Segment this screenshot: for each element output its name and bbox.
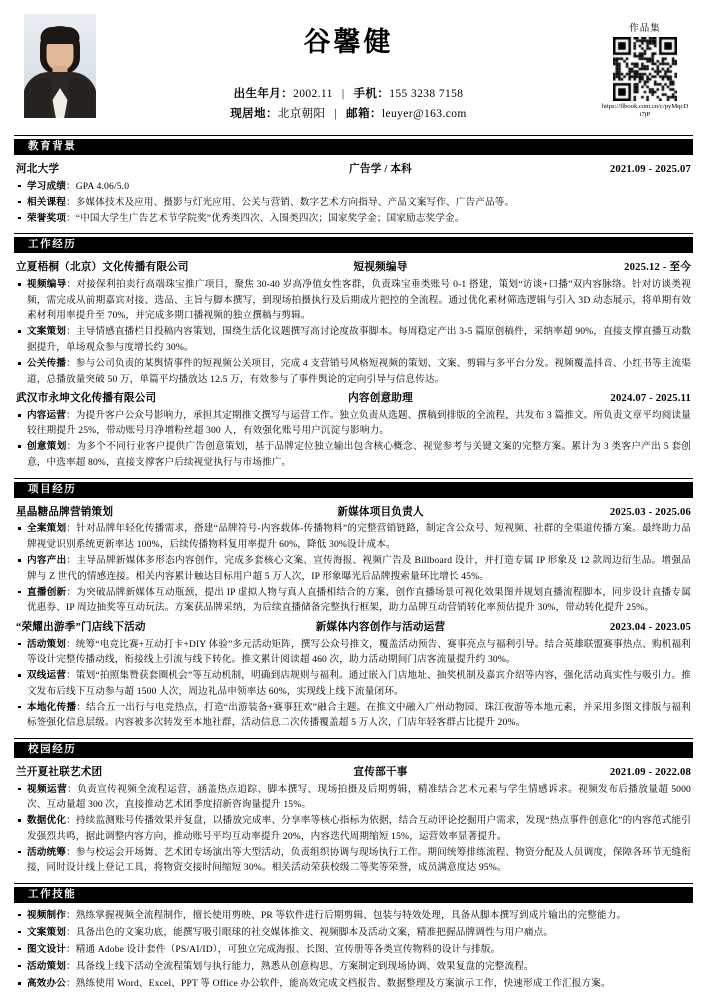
photo-shoulder-right <box>69 78 95 118</box>
photo-shoulder-left <box>25 78 51 118</box>
list-item <box>16 195 691 211</box>
bullet-label: 双线运营 <box>27 670 67 682</box>
section-1 <box>14 135 693 226</box>
entry-date-range: 2023.04 - 2023.05 <box>609 621 691 633</box>
bullet-text: ：统筹“电竞比赛+互动打卡+DIY 体验”多元活动矩阵，撰写公众号推文，覆盖活动预告、赛事亮点与福利引导。结合英雄联盟赛事热点、购机福利等设计完整传播动线，衔接线上引流与线下转化。推文累计阅读超 460 次，助力活动期间门店客流量提升约 30%。 <box>27 638 691 666</box>
entry-header <box>16 160 691 179</box>
profile-photo-wrapper <box>24 14 96 118</box>
section-body <box>14 155 693 226</box>
bullet-text: ：GPA 4.06/5.0 <box>65 180 130 192</box>
bullet-text: ：结合五一出行与电竞热点，打造“出游装备+赛事狂欢”融合主题。在推文中融入广州动物园、珠江夜游等本地元素，并采用多图文排版与福利标签强化信息层级。内容被多次转发至本地社群，活动信息二次传播覆盖超 5 万人次，门店年轻客群占比提升 20%。 <box>27 701 691 729</box>
bullet-label: 高效办公 <box>27 977 66 989</box>
bullet-label: 内容运营 <box>27 409 67 421</box>
bullet-text: ：精通 Adobe 设计套件（PS/AI/ID），可独立完成海报、长图、宣传册等各类宣传物料的设计与排版。 <box>65 943 501 955</box>
bullet-label: 数据优化 <box>27 815 67 827</box>
entry-header <box>16 618 691 637</box>
header-center <box>96 12 601 124</box>
entry-role: 内容创意助理 <box>348 393 413 405</box>
bullet-label: 全案策划 <box>27 523 67 535</box>
bullet-text: ：参与校运会开场舞、艺术团专场演出等大型活动，负责组织协调与现场执行工作。期间统筹排练流程、物资分配及人员调度，保障各环节无缝衔接，同时设计线上登记工具，将物资交接时间缩短 30%。相关活动荣获校级二等奖等荣誉，成员满意度达 95%。 <box>27 846 691 874</box>
experience-entry <box>16 389 691 471</box>
entry-header <box>16 389 691 408</box>
list-item <box>16 211 691 227</box>
entry-date-range: 2025.03 - 2025.06 <box>609 506 691 518</box>
section-divider <box>14 135 693 136</box>
bullet-text: ：主导情感直播栏目投稿内容策划，围绕生活化议题撰写高讨论度故事脚本。每周稳定产出 3-5 篇原创稿件，采纳率超 90%，直接支撑直播互动数据提升，单场观众参与度增长约 30%。 <box>27 326 691 353</box>
section-2 <box>14 233 693 470</box>
bullet-label: 视频编导 <box>27 279 67 291</box>
contact-separator: | <box>341 87 345 100</box>
list-item <box>16 277 691 324</box>
section-body <box>14 903 693 992</box>
resume-header <box>14 0 693 128</box>
bullet-list <box>16 782 691 876</box>
bullet-text: ：针对品牌年轻化传播需求，搭建“品牌符号-内容载体-传播物料”的完整营销链路，制定含公众号、短视频、社群的全渠道传播方案。最终助力品牌视觉识别系统更新率达 100%，后续传播物料复用率提升 60%，降低 30%设计成本。 <box>27 523 691 550</box>
photo-fringe-shape <box>41 27 80 44</box>
qr-code-icon[interactable] <box>613 37 677 101</box>
list-item <box>16 439 691 470</box>
list-item <box>16 908 691 924</box>
entry-organization: 武汉市永坤文化传播有限公司 <box>16 393 157 405</box>
bullet-text: ：为多个不同行业客户提供广告创意策划，基于品牌定位独立输出包含核心概念、视觉参考与关键文案的完整方案。累计为 3 类客户产出 5 套创意，中选率超 80%，直接支撑客户后续视觉执行与市场推广。 <box>27 441 691 469</box>
list-item <box>16 324 691 355</box>
entry-date-range: 2025.12 - 至今 <box>624 262 691 274</box>
bullet-label: 内容产出 <box>27 555 67 566</box>
resume-sections <box>14 135 693 992</box>
list-item <box>16 637 691 668</box>
bullet-list <box>16 637 691 731</box>
section-4 <box>14 738 693 876</box>
avatar <box>24 14 96 118</box>
bullet-text: ：负责宣传视频全流程运营，涵盖热点追踪、脚本撰写、现场拍摄及后期剪辑，精准结合艺术元素与学生情感诉求。视频发布后播放量超 5000 次、互动量超 300 次，直接推动艺术团季度招新咨询量提升 15%。 <box>27 783 691 811</box>
list-item <box>16 668 691 699</box>
section-body <box>14 758 693 876</box>
entry-role: 新媒体内容创作与活动运营 <box>315 621 446 633</box>
bullet-text: ：参与公司负责的某舆情事件的短视频公关项目，完成 4 支营销号风格短视频的策划、文案、剪辑与多平台分发。视频覆盖抖音、小红书等主流渠道，总播放量突破 50 万，单篇平均播放达 12.5 万，有效参与了事件舆论的定向引导与信息传达。 <box>27 357 691 385</box>
bullet-label: 相关课程 <box>27 196 66 208</box>
contact-line-1 <box>96 84 601 104</box>
contact-line-2 <box>96 104 601 124</box>
bullet-label: 视频制作 <box>27 909 66 921</box>
entry-header <box>16 503 691 522</box>
entry-organization: 河北大学 <box>16 163 60 175</box>
entry-date-range: 2021.09 - 2022.08 <box>609 766 691 778</box>
portfolio-label: 作品集 <box>629 24 661 34</box>
section-title: 工作技能 <box>14 887 693 903</box>
list-item <box>16 356 691 387</box>
bullet-text: ：策划“拍照集赞获套圈机会”等互动机制，明确到店规则与福利。通过嵌入门店地址、抽奖机制及嘉宾介绍等内容，强化活动真实性与吸引力。推文发布后线下互动参与超 1500 人次，周边礼品申领率达 60%，实现线上线下流量闭环。 <box>27 670 692 697</box>
bullet-list <box>16 408 691 471</box>
email-label: 邮箱： <box>346 107 382 120</box>
bullet-label: 活动统筹 <box>27 846 67 858</box>
bullet-text: ：“中国大学生广告艺术节学院奖”优秀类四次、入围类四次；国家奖学金；国家励志奖学金。 <box>65 212 465 224</box>
list-item <box>16 976 691 992</box>
list-item <box>16 700 691 731</box>
bullet-text: ：主导品牌新媒体多形态内容创作，完成多套核心文案、宣传海报、视频广告及 Billboard 设计，并打造专属 IP 形象及 12 款周边衍生品。增强品牌与 Z 世代的情感连接。相关内容累计触达目标用户超 5 万人次，IP 形象曝光后品牌搜索量环比增长 45%。 <box>27 555 691 582</box>
section-divider <box>14 478 693 479</box>
entry-organization: 立夏梧桐（北京）文化传播有限公司 <box>16 262 189 274</box>
bullet-text: ：具备出色的文案功底，能撰写吸引眼球的社交媒体推文、视频脚本及活动文案，精准把握品牌调性与用户痛点。 <box>65 926 554 938</box>
experience-entry <box>16 503 691 616</box>
bullet-list <box>16 277 691 387</box>
birthdate-value: 2002.11 <box>293 87 333 100</box>
section-body <box>14 498 693 731</box>
list-item <box>16 553 691 584</box>
bullet-label: 公关传播 <box>27 357 67 369</box>
entry-header <box>16 258 691 277</box>
bullet-label: 图文设计 <box>27 943 66 955</box>
experience-entry <box>16 908 691 992</box>
entry-role: 宣传部干事 <box>353 766 408 778</box>
birthdate-label: 出生年月： <box>233 87 294 100</box>
section-title: 校园经历 <box>14 742 693 758</box>
bullet-text: ：为突破品牌新媒体互动瓶颈，提出 IP 虚拟人物与真人直播相结合的方案，创作直播场景可视化效果图并规划直播流程脚本，同步设计直播专属优惠券、IP 周边抽奖等互动玩法。方案获品牌采纳，为后续直播储备完整执行框架，助力品牌互动营销转化率预估提升 30%，带动转化提升 25%。 <box>27 586 691 614</box>
section-5 <box>14 883 693 992</box>
bullet-text: ：熟练使用 Word、Excel、PPT 等 Office 办公软件，能高效完成文档报告、数据整理及方案演示工作，快速形成工作汇报方案。 <box>65 977 611 989</box>
bullet-label: 文案策划 <box>27 326 67 338</box>
email-value: leuyer@163.com <box>381 107 467 120</box>
experience-entry <box>16 763 691 876</box>
list-item <box>16 845 691 876</box>
bullet-label: 学习成绩 <box>27 180 66 192</box>
list-item <box>16 925 691 941</box>
bullet-list <box>16 521 691 615</box>
section-title: 教育背景 <box>14 139 693 155</box>
entry-role: 新媒体项目负责人 <box>337 506 424 518</box>
bullet-text: ：对接保利拍卖行高端珠宝推广项目，聚焦 30-40 岁高净值女性客群，负责珠宝垂类账号 0-1 搭建，策划“访谈+口播”双内容脉络。针对访谈类视频，需完成从前期嘉宾对接、选品、主旨与脚本撰写，到现场拍摄执行及后期成片把控的全流程。通过优化素材筛选逻辑与引入 3D 动态展示，将单期有效素材利用率提升至 70%，并完成多期口播视频的独立撰稿与剪辑。 <box>27 279 691 322</box>
entry-organization: 星晶糖品牌营销策划 <box>16 506 114 518</box>
bullet-text: ：熟练掌握视频全流程制作，擅长使用剪映、PR 等软件进行后期剪辑、包装与特效处理，具备从脚本撰写到成片输出的完整能力。 <box>65 909 627 921</box>
bullet-label: 活动策划 <box>27 638 67 650</box>
location-value: 北京朝阳 <box>277 107 326 120</box>
entry-header <box>16 763 691 782</box>
list-item <box>16 179 691 195</box>
section-divider <box>14 233 693 234</box>
entry-organization: 兰开夏社联艺术团 <box>16 766 103 778</box>
entry-role: 短视频编导 <box>353 262 408 274</box>
section-body <box>14 253 693 470</box>
experience-entry <box>16 258 691 387</box>
portfolio-url[interactable]: https://flbook.com.cn/c/pyMqcDi7jP <box>601 103 689 119</box>
list-item <box>16 813 691 844</box>
section-3 <box>14 478 693 731</box>
page-title: 谷馨健 <box>303 27 394 57</box>
contact-separator: | <box>334 107 338 120</box>
entry-date-range: 2024.07 - 2025.11 <box>610 393 691 405</box>
bullet-label: 创意策划 <box>27 441 67 453</box>
list-item <box>16 585 691 616</box>
bullet-label: 荣誉奖项 <box>27 212 66 224</box>
phone-label: 手机： <box>353 87 390 100</box>
portfolio-qr-block <box>601 12 693 120</box>
bullet-label: 活动策划 <box>27 960 66 972</box>
bullet-text: ：持续监测账号传播效果并复盘，以播放完成率、分享率等核心指标为依据，结合互动评论挖掘用户需求，发现“热点事件创意化”的内容范式能引发强烈共鸣，据此调整内容方向，推动账号平均互动率提升 20%，内容迭代周期缩短 15%，运营效率显著提升。 <box>27 815 692 842</box>
bullet-label: 直播创新 <box>27 586 67 598</box>
list-item <box>16 408 691 439</box>
section-title: 工作经历 <box>14 237 693 253</box>
section-title: 项目经历 <box>14 482 693 498</box>
bullet-list <box>16 908 691 992</box>
entry-organization: “荣耀出游季”门店线下活动 <box>16 621 146 633</box>
bullet-text: ：具备线上线下活动全流程策划与执行能力，熟悉从创意构思、方案制定到现场协调、效果复盘的完整流程。 <box>65 960 534 972</box>
location-label: 现居地： <box>230 107 278 120</box>
list-item <box>16 521 691 552</box>
phone-value: 155 3238 7158 <box>389 87 464 100</box>
list-item <box>16 942 691 958</box>
experience-entry <box>16 160 691 226</box>
entry-date-range: 2021.09 - 2025.07 <box>609 163 691 175</box>
entry-role: 广告学 / 本科 <box>349 163 412 175</box>
experience-entry <box>16 618 691 731</box>
section-divider <box>14 738 693 739</box>
list-item <box>16 959 691 975</box>
bullet-list <box>16 179 691 227</box>
bullet-label: 文案策划 <box>27 926 66 938</box>
bullet-text: ：多媒体技术及应用、摄影与灯光应用、公关与营销、数字艺术方向指导、产品文案写作、广告产品等。 <box>65 196 515 208</box>
bullet-label: 本地化传播 <box>27 701 77 713</box>
bullet-text: ：为提升客户公众号影响力，承担其定期推文撰写与运营工作。独立负责从选题、撰稿到排版的全流程，共发布 3 篇推文。所负责文章平均阅读量较往期提升 25%，带动账号月净增粉丝超 300 人，有效强化账号用户沉淀与影响力。 <box>27 409 691 437</box>
bullet-label: 视频运营 <box>27 783 68 795</box>
list-item <box>16 782 691 813</box>
section-divider <box>14 883 693 884</box>
